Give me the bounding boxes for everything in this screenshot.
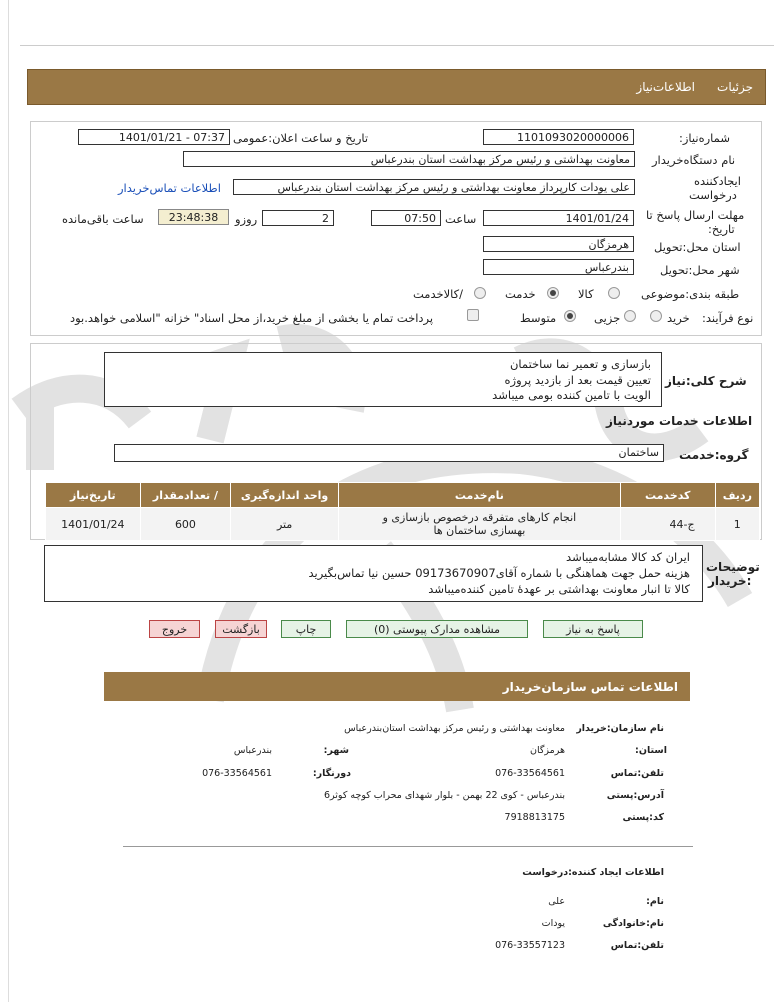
payment-note: پرداخت تمام یا بخشی از مبلغ خرید،از محل اسناد" خزانه "اسلامی خواهد.بود bbox=[70, 311, 434, 325]
category-goods-text: کالا bbox=[578, 287, 594, 301]
process-minor-text: جزیی bbox=[594, 311, 621, 325]
cell-qty: 600 bbox=[140, 508, 231, 541]
category-label: طبقه بندی:موضوعی bbox=[641, 287, 740, 301]
process-minor-radio[interactable] bbox=[624, 310, 636, 322]
creator-label-2: درخواست bbox=[689, 188, 737, 202]
cell-name-line-1: انجام کارهای متفرقه درخصوص بازسازی و bbox=[382, 511, 577, 524]
creator-name-value: علی bbox=[548, 896, 565, 907]
cell-date: 1401/01/24 bbox=[46, 508, 141, 541]
contact-city-label: شهر: bbox=[323, 745, 349, 756]
creator-field: علی یودات کارپرداز معاونت بهداشتی و رئیس مرکز بهداشت استان بندرعباس bbox=[233, 179, 635, 195]
category-goods-service-text: /کالاخدمت bbox=[413, 287, 464, 301]
contact-section-header bbox=[104, 672, 690, 701]
contact-phone-label: تلفن:تماس bbox=[610, 768, 664, 779]
cell-row: 1 bbox=[715, 508, 759, 541]
province-label: استان محل:تحویل bbox=[654, 240, 741, 254]
creator-phone-label: تلفن:تماس bbox=[610, 940, 664, 951]
days-label: روزو bbox=[235, 212, 258, 226]
deadline-label: مهلت ارسال پاسخ تا bbox=[646, 208, 745, 222]
process-buy-radio[interactable] bbox=[650, 310, 662, 322]
cell-unit: متر bbox=[231, 508, 339, 541]
exit-button[interactable]: خروج bbox=[149, 620, 200, 638]
creator-family-label: نام:خانوادگی bbox=[602, 918, 664, 929]
category-goods-radio[interactable] bbox=[608, 287, 620, 299]
province-field: هرمزگان bbox=[483, 236, 634, 252]
table-header-row bbox=[46, 483, 760, 508]
table-row[interactable] bbox=[46, 508, 760, 541]
category-goods-service-radio[interactable] bbox=[474, 287, 486, 299]
deadline-date-field: 1401/01/24 bbox=[483, 210, 634, 226]
contact-org-label: نام سازمان:خریدار bbox=[576, 723, 664, 734]
col-date: تاریخ‌نیاز bbox=[46, 483, 141, 508]
creator-section-title: اطلاعات ایجاد کننده:درخواست bbox=[522, 867, 664, 878]
process-label: نوع فرآیند: bbox=[702, 311, 754, 325]
contact-province-label: استان: bbox=[635, 745, 667, 756]
city-label: شهر محل:تحویل bbox=[660, 263, 740, 277]
page-left-border bbox=[8, 0, 9, 1002]
buyer-org-label: نام دستگاه‌خریدار bbox=[652, 153, 736, 167]
col-code: کدخدمت bbox=[620, 483, 715, 508]
buyer-contact-link[interactable]: اطلاعات تماس‌خریدار bbox=[118, 181, 221, 195]
deadline-time-field: 07:50 bbox=[371, 210, 441, 226]
cell-name bbox=[338, 508, 620, 541]
col-unit: واحد اندازه‌گیری bbox=[231, 483, 339, 508]
contact-fax-label: دورنگار: bbox=[312, 768, 351, 779]
category-service-radio[interactable] bbox=[547, 287, 559, 299]
services-title: اطلاعات خدمات موردنیاز bbox=[606, 414, 753, 428]
need-number-field: 1101093020000006 bbox=[483, 129, 634, 145]
payment-checkbox[interactable] bbox=[467, 309, 479, 321]
contact-address-label: آدرس:پستی bbox=[606, 790, 664, 801]
buyer-notes-box bbox=[44, 545, 703, 602]
summary-label: شرح کلی:نیاز bbox=[665, 374, 747, 388]
deadline-label-2: تاریخ: bbox=[708, 222, 735, 236]
tab-details[interactable]: جزئیات bbox=[717, 80, 753, 94]
tab-bar bbox=[27, 69, 766, 105]
buyer-org-field: معاونت بهداشتی و رئیس مرکز بهداشت استان بندرعباس bbox=[183, 151, 635, 167]
back-button[interactable]: بازگشت bbox=[215, 620, 267, 638]
days-field: 2 bbox=[262, 210, 334, 226]
process-medium-text: متوسط bbox=[520, 311, 557, 325]
remaining-label: ساعت باقی‌مانده bbox=[62, 212, 144, 226]
contact-org-value: معاونت بهداشتی و رئیس مرکز بهداشت استان‌بندرعباس bbox=[344, 723, 565, 734]
summary-line-2: تعیین قیمت بعد از بازدید پروژه bbox=[504, 373, 651, 387]
summary-line-1: بازسازی و تعمیر نما ساختمان bbox=[509, 357, 651, 371]
need-number-label: شماره‌نیاز: bbox=[679, 131, 730, 145]
buyer-notes-label-2: :خریدار bbox=[708, 574, 752, 588]
reply-button[interactable]: پاسخ به نیاز bbox=[543, 620, 643, 638]
cell-name-line-2: بهسازی ساختمان ها bbox=[433, 524, 526, 537]
contact-address-value: بندرعباس - کوی 22 بهمن - بلوار شهدای محراب کوچه کوثر6 bbox=[323, 790, 565, 801]
contact-phone-value: 076-33564561 bbox=[495, 768, 565, 779]
process-medium-radio[interactable] bbox=[564, 310, 576, 322]
buyer-notes-line-3: کالا تا انبار معاونت بهداشتی بر عهدهٔ تامین کننده‌میباشد bbox=[428, 582, 690, 596]
contact-section-title: اطلاعات تماس سازمان‌خریدار bbox=[502, 680, 678, 694]
items-table bbox=[45, 482, 760, 541]
announce-field: 1401/01/21 - 07:37 bbox=[78, 129, 230, 145]
print-button[interactable]: چاپ bbox=[281, 620, 331, 638]
buyer-notes-label: توضیحات bbox=[706, 560, 760, 574]
header-divider bbox=[20, 45, 774, 46]
cell-code: ج-44 bbox=[620, 508, 715, 541]
buyer-notes-line-2: هزینه حمل جهت هماهنگی با شماره آقای09173670907 حسین نیا تماس‌بگیرید bbox=[308, 566, 690, 580]
creator-label: ایجادکننده bbox=[694, 174, 741, 188]
col-row: ردیف bbox=[715, 483, 759, 508]
contact-province-value: هرمزگان bbox=[530, 745, 565, 756]
creator-name-label: نام: bbox=[646, 896, 664, 907]
creator-family-value: یودات bbox=[541, 918, 565, 929]
creator-phone-value: 076-33557123 bbox=[495, 940, 565, 951]
service-group-label: گروه:خدمت bbox=[679, 448, 749, 462]
category-service-text: خدمت bbox=[505, 287, 536, 301]
contact-postal-value: 7918813175 bbox=[504, 812, 565, 823]
tab-need-info[interactable]: اطلاعات‌نیاز bbox=[636, 80, 695, 94]
time-label: ساعت bbox=[445, 212, 477, 226]
col-name: نام‌خدمت bbox=[338, 483, 620, 508]
contact-divider bbox=[123, 846, 693, 847]
process-buy-text: خرید bbox=[667, 311, 690, 325]
service-group-field: ساختمان bbox=[114, 444, 664, 462]
col-qty: / تعدادمقدار bbox=[140, 483, 231, 508]
contact-postal-label: کد:پستی bbox=[622, 812, 664, 823]
summary-box bbox=[104, 352, 662, 407]
contact-fax-value: 076-33564561 bbox=[202, 768, 272, 779]
attachments-button[interactable]: مشاهده مدارک پیوستی (0) bbox=[346, 620, 528, 638]
city-field: بندرعباس bbox=[483, 259, 634, 275]
announce-label: تاریخ و ساعت اعلان:عمومی bbox=[233, 131, 369, 145]
buyer-notes-line-1: ایران کد کالا مشابه‌میباشد bbox=[566, 550, 690, 564]
contact-city-value: بندرعباس bbox=[233, 745, 272, 756]
summary-line-3: الویت با تامین کننده بومی میباشد bbox=[492, 388, 651, 402]
remaining-time-field: 23:48:38 bbox=[158, 209, 229, 225]
